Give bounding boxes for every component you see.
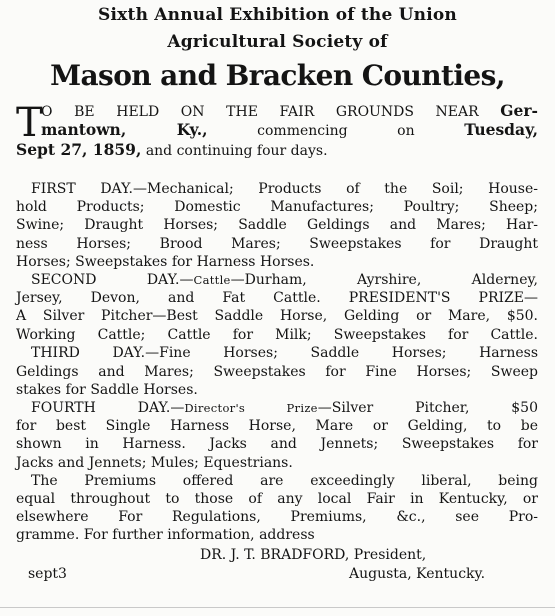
closing-line: elsewhere For Regulations, Premiums, &c., see Pro- bbox=[16, 509, 538, 525]
second-day-label: SECOND DAY.— bbox=[31, 272, 194, 288]
intro-line-2 bbox=[41, 121, 538, 140]
intro-weekday: Tuesday, bbox=[464, 120, 538, 139]
fourth-day-line: for best Single Harness Horse, Mare or Gelding, to be bbox=[16, 418, 538, 434]
first-day-line: hold Products; Domestic Manufactures; Poultry; Sheep; bbox=[16, 199, 538, 215]
first-day-line: Swine; Draught Horses; Saddle Geldings and Mares; Har- bbox=[16, 217, 538, 233]
third-day-line: stakes for Saddle Horses. bbox=[16, 382, 198, 398]
first-day-line: ness Horses; Brood Mares; Sweepstakes for Draught bbox=[16, 236, 538, 252]
fourth-day-line: shown in Harness. Jacks and Jennets; Sweepstakes for bbox=[16, 436, 538, 452]
fourth-day-line-1 bbox=[31, 400, 538, 417]
intro-line-1 bbox=[41, 102, 538, 121]
signature-location: Augusta, Kentucky. bbox=[349, 566, 486, 582]
first-day-line: Horses; Sweepstakes for Harness Horses. bbox=[16, 254, 315, 270]
heading-exhibition: Sixth Annual Exhibition of the Union bbox=[98, 5, 457, 25]
third-day-line: Geldings and Mares; Sweepstakes for Fine Horses; Sweep bbox=[16, 364, 538, 380]
intro-duration: and continuing four days. bbox=[145, 143, 328, 159]
fourth-day-label: FOURTH DAY.— bbox=[31, 400, 185, 416]
fourth-day-prize: Director's Prize bbox=[184, 401, 318, 415]
second-day-line: Jersey, Devon, and Fat Cattle. PRESIDENT'S PRIZE— bbox=[16, 290, 538, 306]
fourth-day-pitcher: —Silver Pitcher, $50 bbox=[317, 400, 538, 416]
closing-line: The Premiums offered are exceedingly liberal, being bbox=[31, 473, 538, 489]
date-code: sept3 bbox=[28, 566, 67, 582]
second-day-line: A Silver Pitcher—Best Saddle Horse, Gelding or Mare, $50. bbox=[16, 308, 538, 324]
heading-society: Agricultural Society of bbox=[167, 32, 388, 52]
closing-line: gramme. For further information, address bbox=[16, 527, 315, 543]
signature-name: DR. J. T. BRADFORD, President, bbox=[200, 547, 427, 563]
intro-venue: O BE HELD ON THE FAIR GROUNDS NEAR bbox=[41, 104, 479, 120]
intro-line-3 bbox=[16, 141, 328, 160]
third-day-line: THIRD DAY.—Fine Horses; Saddle Horses; Harness bbox=[31, 345, 538, 361]
second-day-line-1 bbox=[31, 272, 538, 289]
first-day-line: FIRST DAY.—Mechanical; Products of the Soil; House- bbox=[31, 181, 538, 197]
closing-line: equal throughout to those of any local Fair in Kentucky, or bbox=[16, 491, 538, 507]
intro-commencing: commencing on bbox=[257, 123, 415, 139]
second-day-category: Cattle bbox=[193, 273, 231, 287]
intro-date: Sept 27, 1859, bbox=[16, 140, 142, 159]
heading-counties: Mason and Bracken Counties, bbox=[50, 59, 505, 92]
fourth-day-line: Jacks and Jennets; Mules; Equestrians. bbox=[16, 455, 293, 471]
drop-cap: T bbox=[16, 100, 43, 146]
column-rule bbox=[0, 607, 555, 608]
second-day-breeds: —Durham, Ayrshire, Alderney, bbox=[230, 272, 538, 288]
intro-town-start: Ger- bbox=[500, 101, 538, 120]
intro-town: mantown, Ky., bbox=[41, 120, 208, 139]
second-day-line: Working Cattle; Cattle for Milk; Sweepstakes for Cattle. bbox=[16, 327, 538, 343]
